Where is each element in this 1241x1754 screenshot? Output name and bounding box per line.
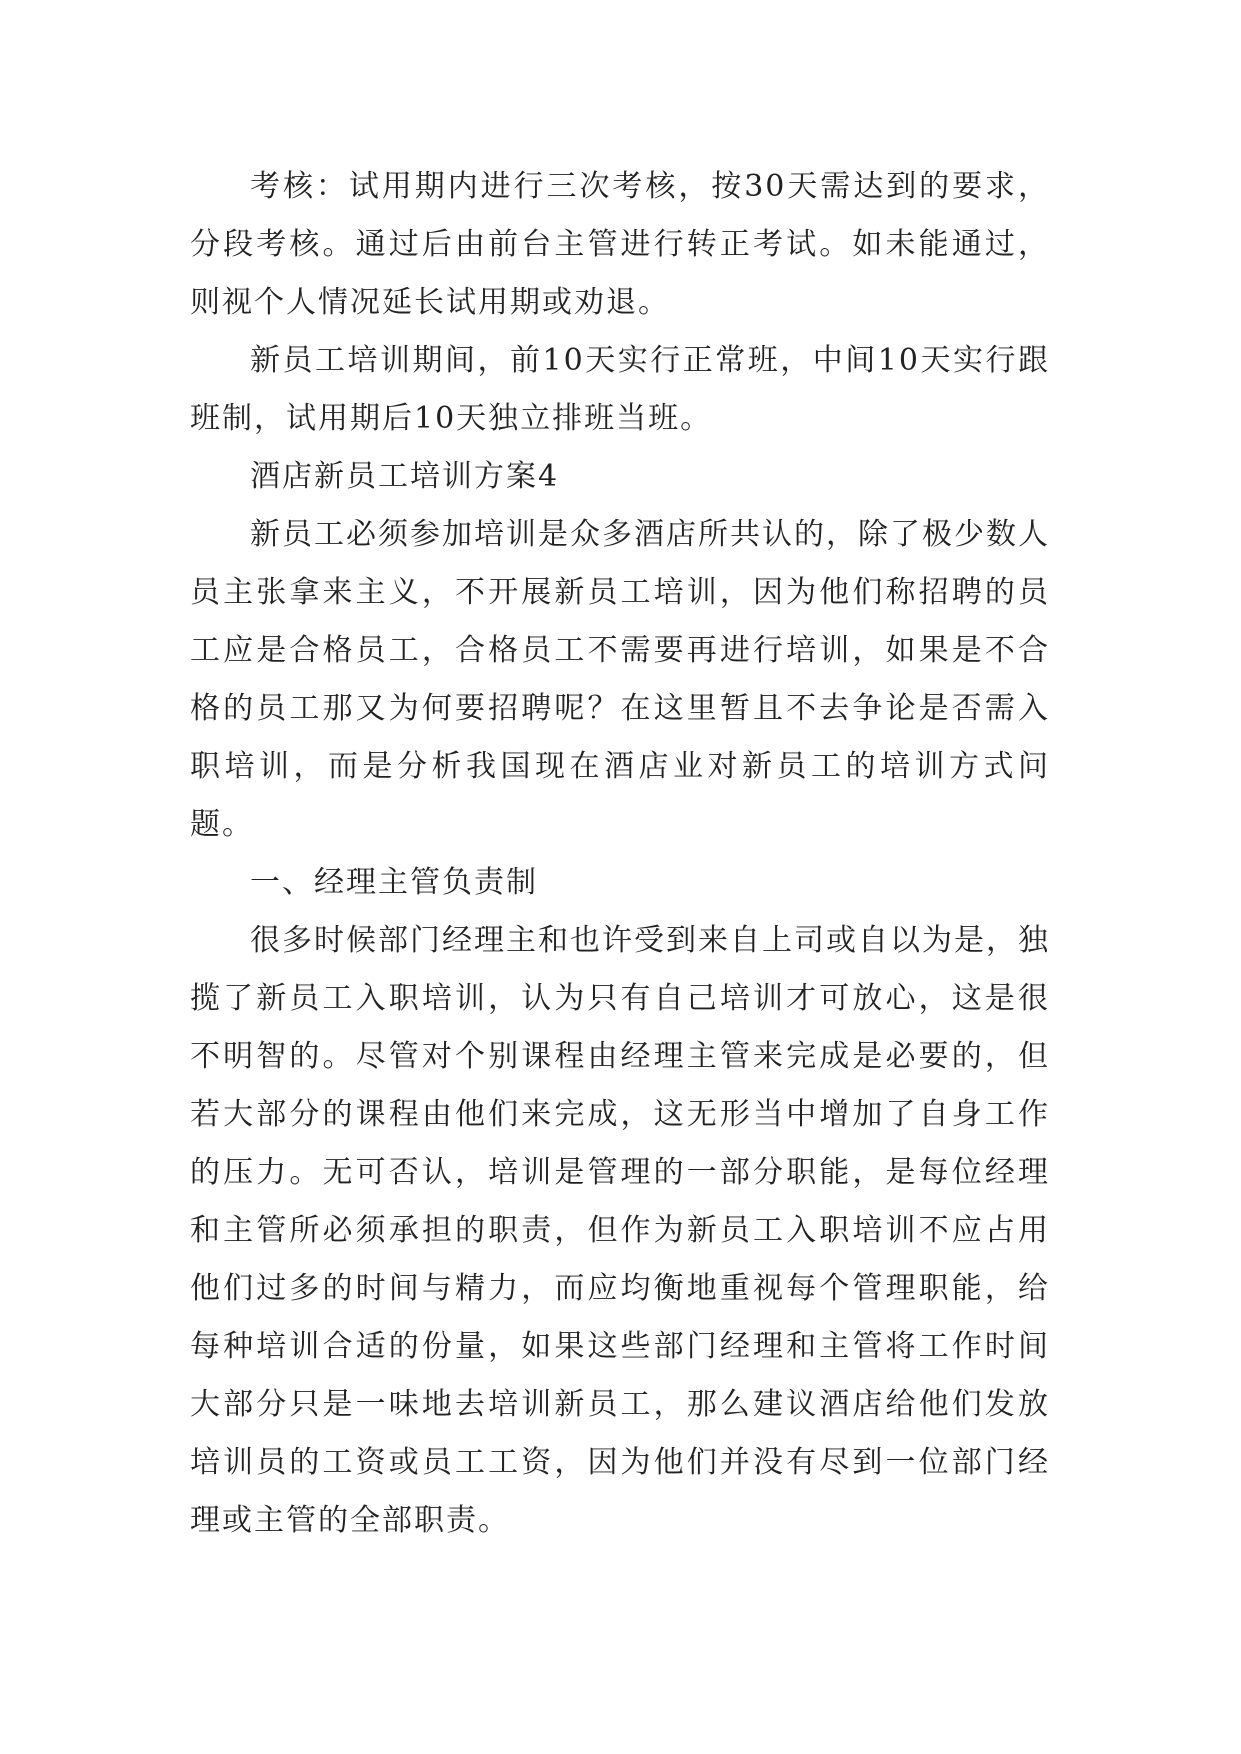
document-page bbox=[190, 158, 1050, 1550]
section-title-plan-4: 酒店新员工培训方案4 bbox=[250, 459, 560, 494]
subheading-manager-responsibility: 一、经理主管负责制 bbox=[250, 865, 538, 900]
paragraph-manager-responsibility: 很多时候部门经理主和也许受到来自上司或自以为是，独揽了新员工入职培训，认为只有自己培训才可放心，这是很不明智的。尽管对个别课程由经理主管来完成是必要的，但若大部分的课程由他们来完成，这无形当中增加了自身工作的压力。无可否认，培训是管理的一部分职能，是每位经理和主管所必须承担的职责，但作为新员工入职培训不应占用他们过多的时间与精力，而应均衡地重视每个管理职能，给每种培训合适的份量，如果这些部门经理和主管将工作时间大部分只是一味地去培训新员工，那么建议酒店给他们发放培训员的工资或员工工资，因为他们并没有尽到一位部门经理或主管的全部职责。 bbox=[190, 923, 1050, 1538]
paragraph-training-intro: 新员工必须参加培训是众多酒店所共认的，除了极少数人员主张拿来主义，不开展新员工培训，因为他们称招聘的员工应是合格员工，合格员工不需要再进行培训，如果是不合格的员工那又为何要招聘呢？在这里暂且不去争论是否需入职培训，而是分析我国现在酒店业对新员工的培训方式问题。 bbox=[190, 517, 1050, 842]
paragraph-training-schedule: 新员工培训期间，前10天实行正常班，中间10天实行跟班制，试用期后10天独立排班当班。 bbox=[190, 343, 1050, 436]
paragraph-assessment: 考核：试用期内进行三次考核，按30天需达到的要求，分段考核。通过后由前台主管进行转正考试。如未能通过，则视个人情况延长试用期或劝退。 bbox=[190, 169, 1050, 320]
